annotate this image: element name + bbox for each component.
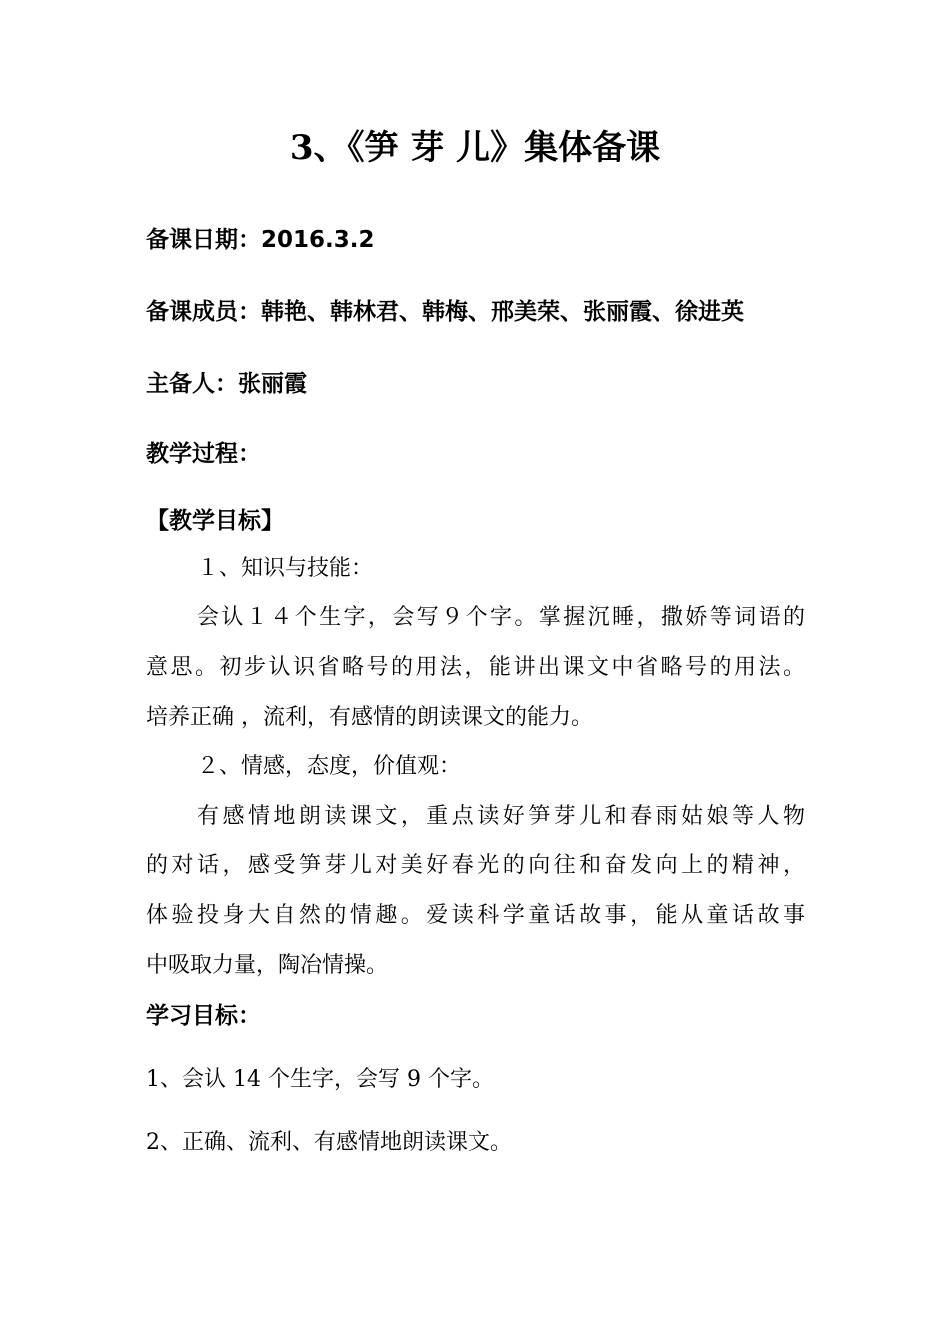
learning-objective-item: 1、会认 14 个生字，会写 9 个字。 bbox=[146, 1067, 494, 1092]
objective-section-1-line: 会认１４个生字，会写９个字。掌握沉睡，撒娇等词语的 bbox=[197, 605, 805, 630]
objective-section-2-line: 的对话，感受笋芽儿对美好春光的向往和奋发向上的精神， bbox=[146, 853, 805, 878]
objective-section-2-line: 有感情地朗读课文，重点读好笋芽儿和春雨姑娘等人物 bbox=[197, 804, 805, 829]
lead-preparer: 主备人：张丽霞 bbox=[146, 371, 307, 397]
teaching-objectives-heading: 【教学目标】 bbox=[146, 508, 284, 534]
learning-objective-item: 2、正确、流利、有感情地朗读课文。 bbox=[146, 1130, 512, 1155]
objective-section-2-line: 中吸取力量，陶冶情操。 bbox=[146, 953, 389, 978]
prep-members: 备课成员：韩艳、韩林君、韩梅、邢美荣、张丽霞、徐进英 bbox=[146, 299, 744, 325]
page-title: 3、《笋 芽 儿》集体备课 bbox=[289, 128, 661, 168]
objective-section-2-line: 体验投身大自然的情趣。爱读科学童话故事，能从童话故事 bbox=[146, 903, 805, 928]
objective-section-2-heading: ２、情感，态度，价值观： bbox=[197, 754, 462, 779]
teaching-process-heading: 教学过程： bbox=[146, 441, 261, 467]
prep-date: 备课日期：2016.3.2 bbox=[146, 227, 375, 253]
objective-section-1-line: 意思。初步认识省略号的用法，能讲出课文中省略号的用法。 bbox=[146, 655, 805, 680]
objective-section-1-line: 培养正确 ，流利，有感情的朗读课文的能力。 bbox=[146, 705, 593, 730]
objective-section-1-heading: １、知识与技能： bbox=[197, 556, 374, 581]
learning-objectives-heading: 学习目标： bbox=[146, 1003, 261, 1029]
